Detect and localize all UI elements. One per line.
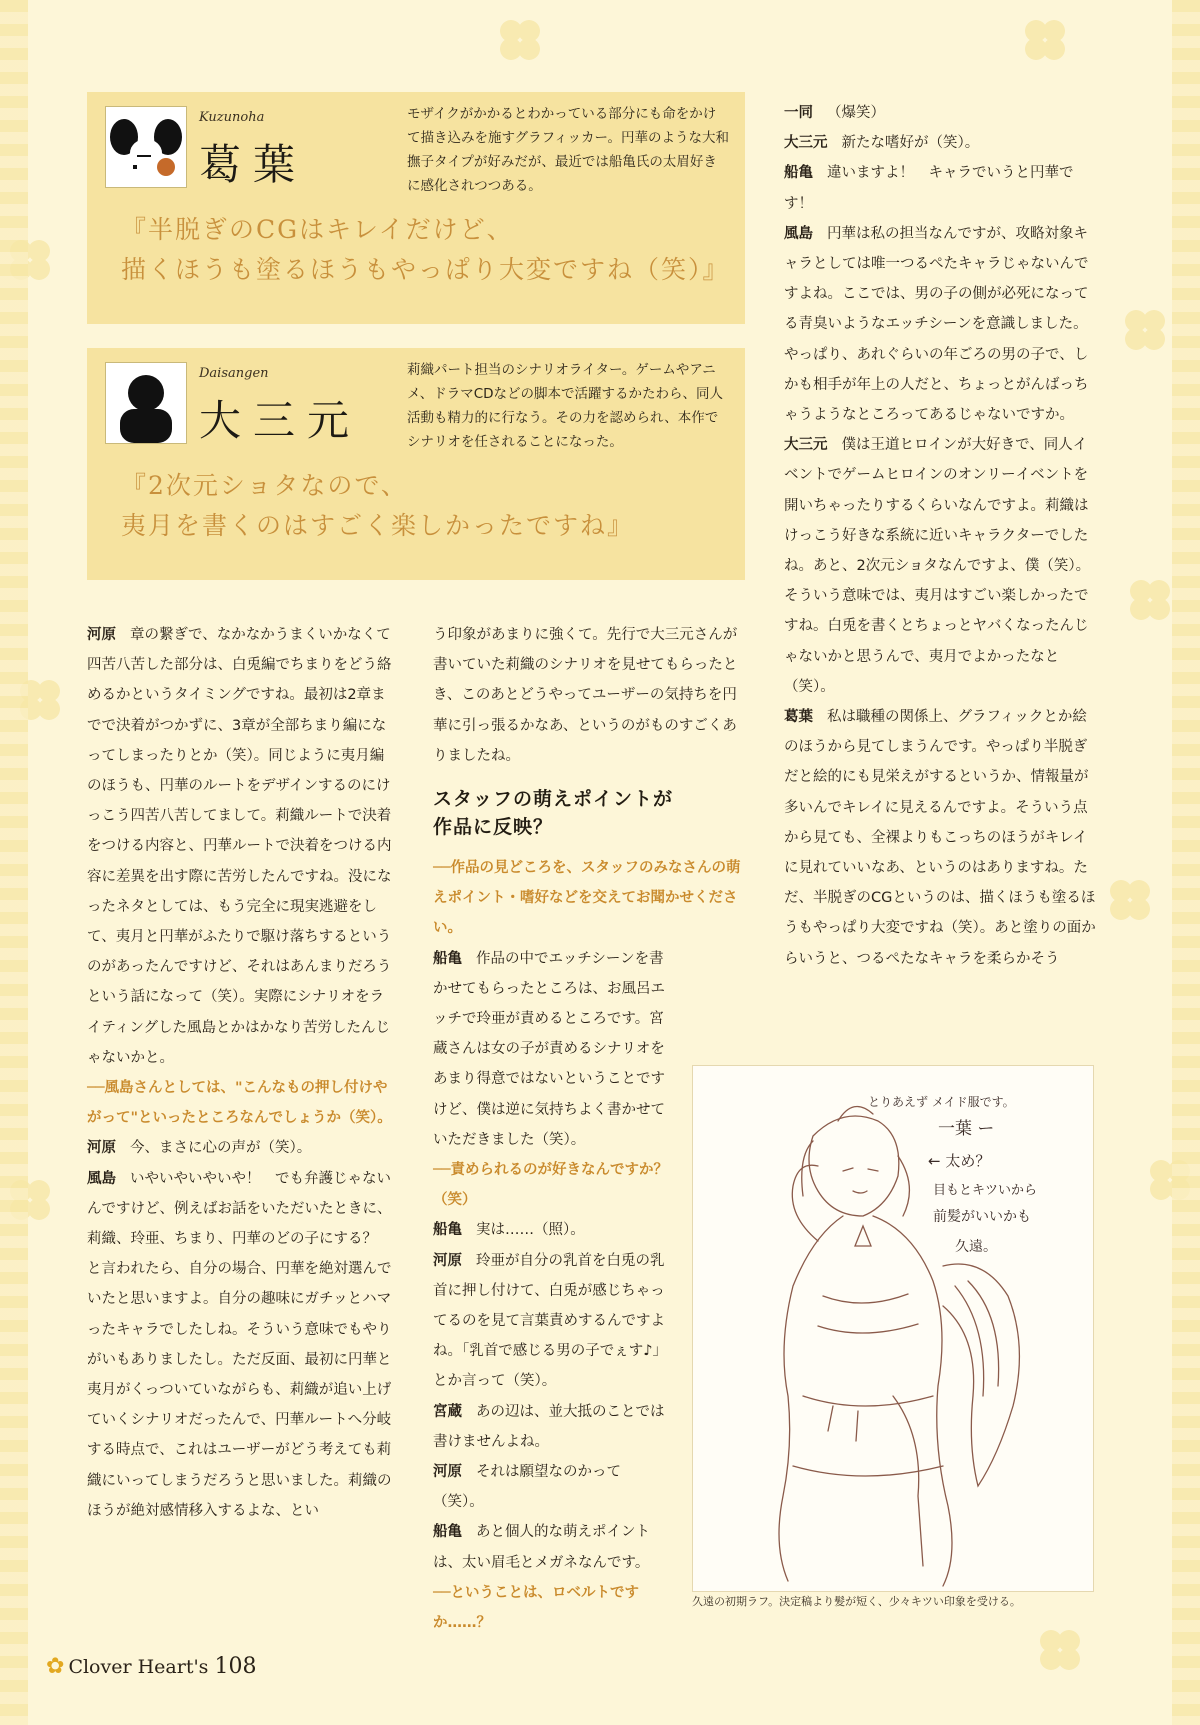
sketch-note: 久遠。: [955, 1239, 997, 1255]
dialogue-text: 作品の中でエッチシーンを書かせてもらったところは、お風呂エッチで玲亜が責めるところです。宮蔵さんは女の子が責めるシナリオをあまり得意ではないということですけど、僕は逆に気持ちよく書かせていただきました（笑）。: [433, 950, 665, 1148]
sketch-note: ← 太め？: [928, 1152, 991, 1170]
dialogue-paragraph: [784, 158, 1096, 218]
speaker-name: 大三元: [784, 437, 828, 454]
profile-description: モザイクがかかるとわかっている部分にも命をかけて描き込みを施すグラフィッカー。円華のような大和撫子タイプが好みだが、最近では船亀氏の太眉好きに感化されつつある。: [407, 106, 729, 194]
dialogue-text: 玲亜が自分の乳首を白兎の乳首に押し付けて、白兎が感じちゃってるのを見て言葉責めするんですよね。「乳首で感じる男の子でぇす♪」とか言って（笑）。: [433, 1252, 668, 1390]
quote-line: 『2次元ショタなので、: [121, 471, 408, 500]
dialogue-text: 実は……（照）。: [476, 1222, 585, 1239]
dialogue-paragraph: [784, 128, 1096, 158]
character-sketch-image: [692, 1065, 1094, 1592]
sketch-note: 前髪がいいかも: [933, 1209, 1031, 1225]
speaker-name: 船亀: [433, 1222, 462, 1239]
dialogue-text: 違いますよ！ キャラでいうと円華です！: [784, 165, 1074, 212]
speaker-name: 大三元: [784, 135, 828, 152]
sketch-note: とりあえず メイド服です。: [868, 1095, 1015, 1109]
heading-line: 作品に反映？: [433, 816, 554, 839]
dialogue-text: あの辺は、並大抵のことでは書けませんよね。: [433, 1403, 665, 1450]
dialogue-text: 章の繋ぎで、なかなかうまくいかなくて四苦八苦した部分は、白兎編でちまりをどう絡めるかというタイミングですね。最初は2章までで決着がつかずに、3章が全部ちまり編になってしまったりとか（笑）。同じように夷月編のほうも、円華のルートをデザインするのにけっこう四苦八苦してまして。莉織ルートで決着をつける内容と、円華ルートで決着をつける内容に差異を出す際に苦労したんですね。没になったネタとしては、もう完全に現実逃避をして、夷月と円華がふたりで駆け落ちするというのがあったんですけど、それはあんまりだろうという話になって（笑）。実際にシナリオをライティングした風島とかはかなり苦労したんじゃないかと。: [87, 627, 392, 1066]
dialogue-text: あと個人的な萌えポイントは、太い眉毛とメガネなんです。: [433, 1524, 650, 1571]
dialogue-text: 円華は私の担当なんですが、攻略対象キャラとしては唯一つるぺたキャラじゃないんですよね。ここでは、男の子の側が必死になってる青臭いようなエッチシーンを意識しました。やっぱり、あれぐらいの年ごろの男の子で、しかも相手が年上の人だと、ちょっとがんばっちゃうようなところってあるじゃないですか。: [784, 225, 1089, 424]
sketch-note: 一葉 ー: [938, 1119, 995, 1139]
dialogue-paragraph: [433, 1215, 669, 1245]
profile-name: 葛葉: [199, 140, 308, 189]
panda-avatar-icon: [105, 106, 187, 188]
dialogue-text: 私は職種の関係上、グラフィックとか絵のほうから見てしまうんです。やっぱり半脱ぎだと絵的にも見栄えがするというか、情報量が多いんでキレイに見えるんですよ。そういう点から見ても、全裸よりもこっちのほうがキレイに見れていいなあ、というのはありますね。ただ、半脱ぎのCGというのは、描くほうも塗るほうもやっぱり大変ですね（笑）。あと塗りの面からいうと、つるぺたなキャラを柔らかそう: [784, 709, 1096, 967]
interviewer-question: ──責められるのが好きなんですか？（笑）: [433, 1162, 668, 1209]
speaker-name: 船亀: [433, 1524, 462, 1541]
footer-title: Clover Heart's: [68, 1656, 209, 1678]
image-caption: 久遠の初期ラフ。決定稿より髪が短く、少々キツい印象を受ける。: [692, 1595, 1021, 1608]
speaker-name: 船亀: [433, 950, 462, 967]
dialogue-paragraph: [784, 98, 1096, 128]
dialogue-paragraph: [784, 219, 1096, 430]
sketch-note: 目もとキツいから: [933, 1183, 1038, 1198]
page-number: 108: [214, 1654, 257, 1679]
speaker-name: 葛葉: [784, 709, 813, 726]
interviewer-question: ──作品の見どころを、スタッフのみなさんの萌えポイント・嗜好などを交えてお聞かせください。: [433, 860, 741, 937]
dialogue-text: 僕は王道ヒロインが大好きで、同人イベントでゲームヒロインのオンリーイベントを開いちゃったりするくらいなんですよ。莉織はけっこう好きな系統に近いキャラクターでしたね。あと、2次元ショタなんですよ、僕（笑）。そういう意味では、夷月はすごい楽しかったですね。白兎を書くとちょっとヤバくなったんじゃないかと思うんで、夷月でよかったなと（笑）。: [784, 437, 1091, 695]
dialogue-paragraph: [433, 1457, 669, 1517]
silhouette-avatar-icon: [105, 362, 187, 444]
profile-name: 大三元: [199, 396, 362, 445]
interviewer-question: ──風島さんとしては、"こんなもの押し付けやがって"といったところなんでしょうか（笑）。: [87, 1080, 392, 1127]
dialogue-text: （爆笑）: [827, 105, 885, 121]
dialogue-paragraph: [433, 1246, 669, 1397]
dialogue-paragraph: [433, 1517, 669, 1577]
quote-line: 夷月を書くのはすごく楽しかったですね』: [121, 511, 635, 540]
dialogue-text: う印象があまりに強くて。先行で大三元さんが書いていた莉織のシナリオを見せてもらったとき、このあとどうやってユーザーの気持ちを円華に引っ張るかなあ、というのがものすごくありましたね。: [433, 627, 738, 764]
dialogue-paragraph: [87, 1164, 392, 1526]
left-edge-band: [0, 0, 28, 1725]
page-footer: [46, 1654, 256, 1679]
right-edge-band: [1172, 0, 1200, 1725]
speaker-name: 一同: [784, 105, 813, 121]
profile-description: 莉織パート担当のシナリオライター。ゲームやアニメ、ドラマCDなどの脚本で活躍するかたわら、同人活動も精力的に行なう。その力を認められ、本作でシナリオを任されることになった。: [407, 362, 724, 450]
speaker-name: 風島: [784, 225, 813, 242]
dialogue-paragraph: [784, 430, 1096, 702]
profile-romaji: Daisangen: [199, 366, 269, 381]
quote-line: 『半脱ぎのCGはキレイだけど、: [121, 215, 514, 244]
speaker-name: 船亀: [784, 165, 813, 182]
dialogue-paragraph: [433, 1397, 669, 1457]
profile-kuzunoha: [87, 92, 745, 324]
quote-line: 描くほうも塗るほうもやっぱり大変ですね（笑）』: [121, 255, 730, 284]
profile-daisangen: [87, 348, 745, 580]
speaker-name: 河原: [87, 627, 116, 643]
clover-icon: ✿: [46, 1654, 65, 1679]
section-heading: [433, 785, 743, 841]
speaker-name: 河原: [87, 1140, 116, 1157]
interviewer-question: ──ということは、ロベルトですか……？: [433, 1584, 639, 1632]
speaker-name: 河原: [433, 1252, 462, 1269]
interview-column-1: [87, 620, 392, 1526]
speaker-name: 河原: [433, 1464, 462, 1481]
dialogue-text: 新たな嗜好が（笑）。: [841, 135, 980, 152]
heading-line: スタッフの萌えポイントが: [433, 788, 674, 811]
rough-sketch-drawing: [693, 1066, 1093, 1591]
profile-quote: [121, 210, 741, 290]
profile-romaji: Kuzunoha: [199, 110, 265, 125]
dialogue-paragraph: [87, 620, 392, 1073]
interview-column-3: [784, 98, 1096, 974]
dialogue-paragraph: [87, 1133, 392, 1163]
dialogue-text: いやいやいやいや！ でも弁護じゃないんですけど、例えばお話をいただいたときに、莉織、玲亜、ちまり、円華のどの子にする？ と言われたら、自分の場合、円華を絶対選んでいたと思いますよ。自分の趣味にガチッとハマったキャラでしたしね。そういう意味でもやりがいもありましたし。ただ反面、最初に円華と夷月がくっついていながらも、莉織が追い上げていくシナリオだったんで、円華ルートへ分岐する時点で、これはユーザーがどう考えても莉織にいってしまうだろうと思いました。莉織のほうが絶対感情移入するよな、とい: [87, 1170, 392, 1519]
speaker-name: 風島: [87, 1170, 116, 1187]
dialogue-paragraph: [433, 944, 669, 1155]
dialogue-text: それは願望なのかって（笑）。: [433, 1464, 621, 1511]
speaker-name: 宮蔵: [433, 1403, 462, 1420]
dialogue-text: 今、まさに心の声が（笑）。: [130, 1140, 312, 1157]
dialogue-paragraph: [784, 702, 1096, 974]
profile-quote: [121, 466, 741, 546]
